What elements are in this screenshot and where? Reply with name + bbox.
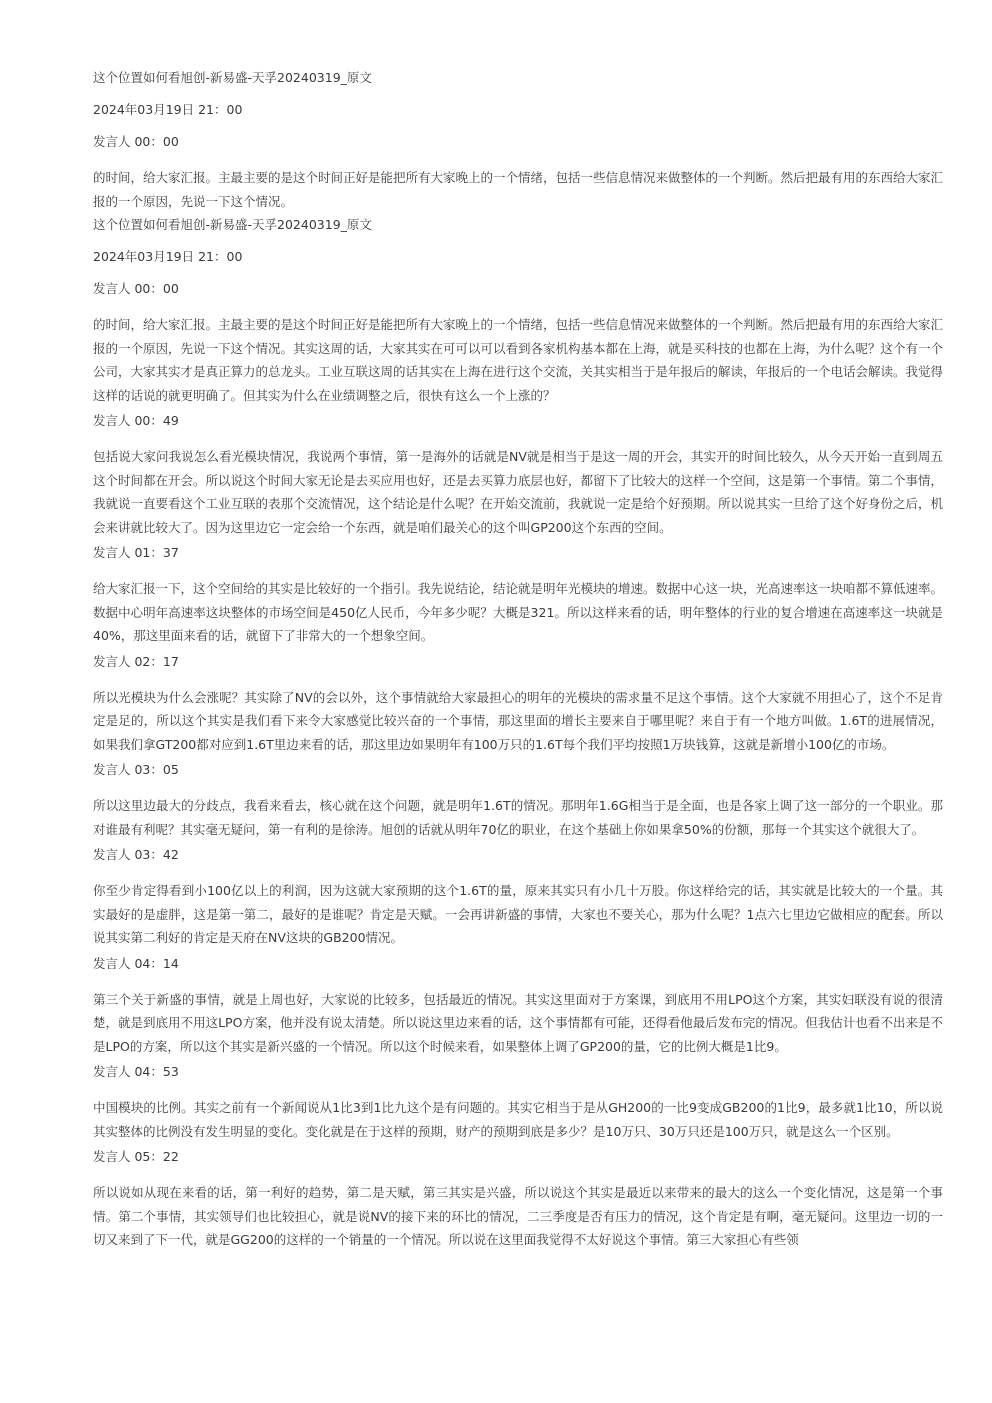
speaker-label: 发言人 00：49 [93, 413, 179, 428]
document-title: 这个位置如何看旭创-新易盛-天孚20240319_原文 [93, 70, 372, 85]
transcript-paragraph: 给大家汇报一下，这个空间给的其实是比较好的一个指引。我先说结论，结论就是明年光模块的增速。数据中心这一块，光高速率这一块咱都不算低速率。数据中心明年高速率这块整体的市场空间是450亿人民币，今年多少呢？大概是321。所以这样来看的话，明年整体的行业的复合增速在高速率这一块就是40%，那这里面来看的话，就留下了非常大的一个想象空间。 [93, 581, 944, 643]
transcript-paragraph: 所以这里边最大的分歧点，我看来看去，核心就在这个问题，就是明年1.6T的情况。那明年1.6G相当于是全面，也是各家上调了这一部分的一个职业。那对谁最有利呢？其实毫无疑问，第一有利的是徐涛。旭创的话就从明年70亿的职业，在这个基础上你如果拿50%的份额，那每一个其实这个就很大了。 [93, 798, 943, 837]
speaker-label: 发言人 05：22 [93, 1149, 179, 1164]
document-content [93, 70, 943, 1258]
speaker-label: 发言人 00：00 [93, 281, 179, 296]
transcript-paragraph: 第三个关于新盛的事情，就是上周也好，大家说的比较多，包括最近的情况。其实这里面对于方案课，到底用不用LPO这个方案，其实妇联没有说的很清楚，就是到底用不用这LPO方案，他并没有说太清楚。所以说这里边来看的话，这个事情都有可能，还得看他最后发布完的情况。但我估计也看不出来是不是LPO的方案，所以这个其实是新兴盛的一个情况。所以这个时候来看，如果整体上调了GP200的量，它的比例大概是1比9。 [93, 991, 943, 1054]
document-datetime: 2024年03月19日 21：00 [93, 102, 243, 117]
speaker-label: 发言人 04：53 [93, 1064, 179, 1079]
speaker-label: 发言人 03：42 [93, 847, 179, 862]
transcript-paragraph: 中国模块的比例。其实之前有一个新闻说从1比3到1比九这个是有问题的。其实它相当于是从GH200的一比9变成GB200的1比9，最多就1比10，所以说其实整体的比例没有发生明显的变化。变化就是在于这样的预期，财产的预期到底是多少？是10万只、30万只还是100万只，就是这么一个区别。 [93, 1100, 943, 1139]
transcript-paragraph: 你至少肯定得看到小100亿以上的利润，因为这就大家预期的这个1.6T的量，原来其实只有小几十万股。你这样给完的话，其实就是比较大的一个量。其实最好的是虚胖，这是第一第二，最好的是谁呢？肯定是天赋。一会再讲新盛的事情，大家也不要关心，那为什么呢？1点六七里边它做相应的配套。所以说其实第二利好的肯定是天府在NV这块的GB200情况。 [93, 883, 943, 945]
document-datetime-repeat: 2024年03月19日 21：00 [93, 249, 243, 264]
transcript-paragraph: 包括说大家问我说怎么看光模块情况，我说两个事情，第一是海外的话就是NV就是相当于是这一周的开会，其实开的时间比较久，从今天开始一直到周五这个时间都在开会。所以说这个时间大家无论是去买应用也好，还是去买算力底层也好，都留下了比较大的这样一个空间，这是第一个事情。第二个事情，我就说一直要看这个工业互联的表那个交流情况，这个结论是什么呢？在开始交流前，我就说一定是给个好预期。所以说其实一旦给了这个好身份之后，机会来讲就比较大了。因为这里边它一定会给一个东西，就是咱们最关心的这个叫GP200这个东西的空间。 [93, 449, 944, 535]
speaker-label: 发言人 04：14 [93, 955, 179, 971]
speaker-label: 发言人 01：37 [93, 545, 179, 560]
speaker-label: 发言人 02：17 [93, 653, 179, 669]
document-title-repeat: 这个位置如何看旭创-新易盛-天孚20240319_原文 [93, 217, 372, 232]
transcript-paragraph: 所以说如从现在来看的话，第一利好的趋势，第二是天赋，第三其实是兴盛，所以说这个其实是最近以来带来的最大的这么一个变化情况，这是第一个事情。第二个事情，其实领导们也比较担心，就是说NV的接下来的环比的情况，二三季度是否有压力的情况，这个肯定是有啊，毫无疑问。这里边一切的一切又来到了下一代，就是GG200的这样的一个销量的一个情况。所以说在这里面我觉得不太好说这个事情。第三大家担心有些领 [93, 1185, 943, 1247]
transcript-paragraph: 所以光模块为什么会涨呢？其实除了NV的会以外，这个事情就给大家最担心的明年的光模块的需求量不足这个事情。这个大家就不用担心了，这个不足肯定是足的，所以这个其实是我们看下来令大家感觉比较兴奋的一个事情，那这里面的增长主要来自于哪里呢？来自于有一个地方叫做。1.6T的进展情况，如果我们拿GT200都对应到1.6T里边来看的话，那这里边如果明年有100万只的1.6T每个我们平均按照1万块钱算，这就是新增小100亿的市场。 [93, 689, 943, 752]
transcript-paragraph: 的时间，给大家汇报。主最主要的是这个时间正好是能把所有大家晚上的一个情绪，包括一些信息情况来做整体的一个判断。然后把最有用的东西给大家汇报的一个原因，先说一下这个情况。 [93, 170, 944, 209]
speaker-label: 发言人 03：05 [93, 762, 179, 777]
speaker-label: 发言人 00：00 [93, 134, 179, 149]
transcript-paragraph: 的时间，给大家汇报。主最主要的是这个时间正好是能把所有大家晚上的一个情绪，包括一些信息情况来做整体的一个判断。然后把最有用的东西给大家汇报的一个原因，先说一下这个情况。其实这周的话，大家其实在可可以可以看到各家机构基本都在上海，就是买科技的也都在上海，为什么呢？这个有一个公司，大家其实才是真正算力的总龙头。工业互联这周的话其实在上海在进行这个交流，关其实相当于是年报后的解读，年报后的一个电话会解读。我觉得这样的话说的就更明确了。但其实为什么在业绩调整之后，很快有这么一个上涨的？ [93, 317, 944, 403]
